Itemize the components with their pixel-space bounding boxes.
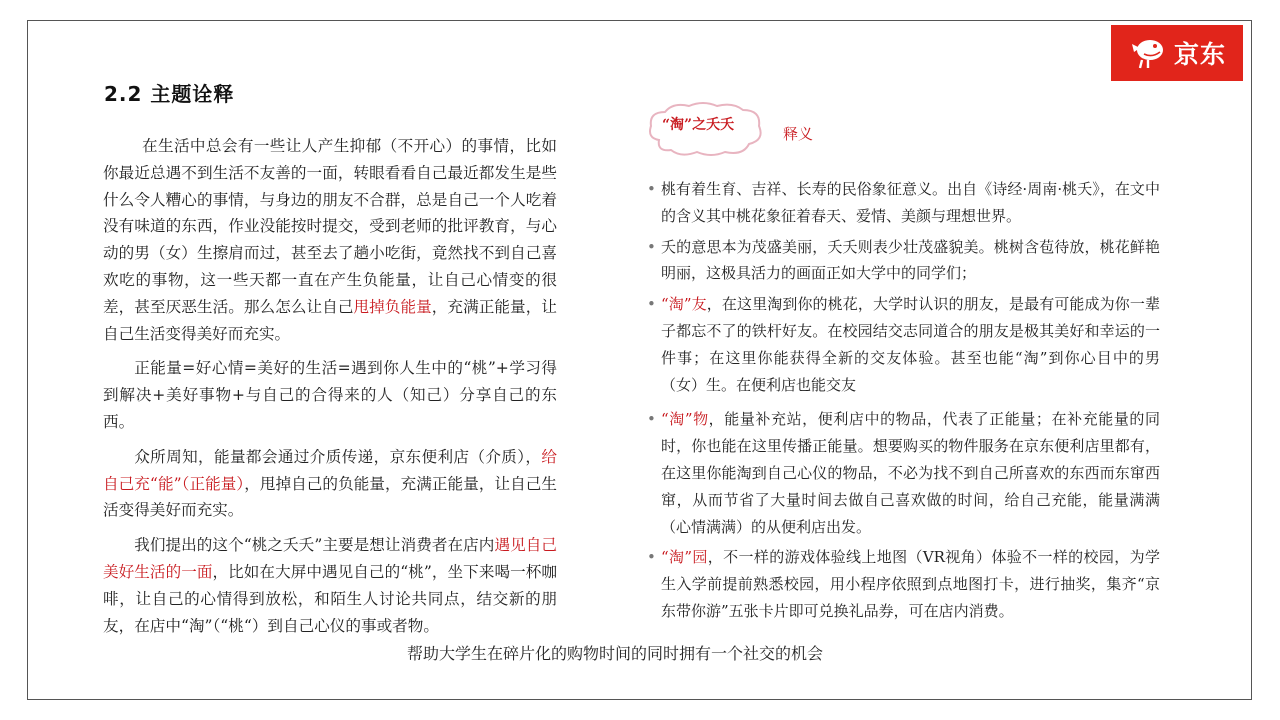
item-lead: “淘”园 bbox=[661, 548, 708, 567]
bullet-icon: • bbox=[647, 548, 656, 567]
jd-dog-icon bbox=[1128, 36, 1168, 70]
list-item bbox=[645, 176, 1160, 230]
list-item bbox=[645, 234, 1160, 288]
paragraph bbox=[103, 444, 557, 524]
text: ，不一样的游戏体验线上地图（VR视角）体验不一样的校园，为学生入学前提前熟悉校园，用小程序依照到点地图打卡，进行抽奖，集齐“京东带你游”五张卡片即可兑换礼品券，可在店内消费。 bbox=[661, 548, 1160, 620]
list-item bbox=[645, 406, 1160, 540]
definition-label: 释义 bbox=[783, 125, 814, 143]
list-item bbox=[645, 291, 1160, 398]
text: ，能量补充站，便利店中的物品，代表了正能量；在补充能量的同时，你也能在这里传播正能量。想要购买的物件服务在京东便利店里都有，在这里你能淘到自己心仪的物品，不必为找不到自己所喜欢的东西而东窜西窜，从而节省了大量时间去做自己喜欢做的时间，给自己充能，能量满满（心情满满）的从便利店出发。 bbox=[661, 410, 1160, 536]
right-column bbox=[645, 176, 1160, 629]
highlight: 甩掉负能量 bbox=[353, 297, 432, 316]
section-title: 2.2 主题诠释 bbox=[104, 82, 235, 106]
paragraph bbox=[103, 133, 557, 347]
bullet-icon: • bbox=[647, 295, 656, 314]
bullet-icon: • bbox=[647, 180, 656, 198]
text: ，比如在大屏中遇见自己的“桃”，坐下来喝一杯咖啡，让自己的心情得到放松，和陌生人讨论共同点，结交新的朋友，在店中“淘”（“桃“）到自己心仪的事或者物。 bbox=[103, 562, 557, 635]
highlight: 给自己充“能”（正能量） bbox=[103, 447, 557, 493]
item-lead: “淘”友 bbox=[661, 295, 707, 314]
text: ，甩掉自己的负能量，充满正能量，让自己生活变得美好而充实。 bbox=[103, 474, 557, 520]
logo-text: 京东 bbox=[1173, 40, 1226, 69]
text: 夭的意思本为茂盛美丽，夭夭则表少壮茂盛貌美。桃树含苞待放，桃花鲜艳明丽，这极具活力的画面正如大学中的同学们； bbox=[661, 237, 1160, 283]
text: 我们提出的这个“桃之夭夭”主要是想让消费者在店内 bbox=[134, 536, 495, 555]
text: ，在这里淘到你的桃花，大学时认识的朋友，是最有可能成为你一辈子都忘不了的铁杆好友。在校园结交志同道合的朋友是极其美好和幸运的一件事；在这里你能获得全新的交友体验。甚至也能“淘”到你心目中的男（女）生。在便利店也能交友 bbox=[661, 295, 1160, 394]
text: 正能量=好心情=美好的生活=遇到你人生中的“桃”+学习得到解决+美好事物+与自己的合得来的人（知己）分享自己的东西。 bbox=[103, 359, 557, 431]
list-item bbox=[645, 544, 1160, 624]
jd-logo bbox=[1111, 25, 1243, 81]
bullet-icon: • bbox=[647, 410, 656, 429]
item-lead: “淘”物 bbox=[661, 410, 709, 429]
text: 在生活中总会有一些让人产生抑郁（不开心）的事情，比如你最近总遇不到生活不友善的一面，转眼看看自己最近都发生是些什么令人糟心的事情，与身边的朋友不合群，总是自己一个人吃着没有味道的东西，作业没能按时提交，受到老师的批评教育，与心动的男（女）生擦肩而过，甚至去了趟小吃街，竟然找不到自己喜欢吃的事物，这一些天都一直在产生负能量，让自己心情变的很差，甚至厌恶生活。那么怎么让自己 bbox=[103, 137, 557, 316]
highlight: 遇见自己美好生活的一面 bbox=[103, 536, 557, 581]
paragraph bbox=[103, 355, 557, 435]
text: 桃有着生育、吉祥、长寿的民俗象征意义。出自《诗经·周南·桃夭》，在文中的含义其中桃花象征着春天、爱情、美颜与理想世界。 bbox=[661, 180, 1160, 225]
footer-caption: 帮助大学生在碎片化的购物时间的同时拥有一个社交的机会 bbox=[406, 644, 823, 663]
bullet-icon: • bbox=[647, 237, 656, 256]
cloud-label: “淘”之夭夭 bbox=[662, 117, 735, 133]
paragraph bbox=[103, 532, 557, 639]
text: ，充满正能量，让自己生活变得美好而充实。 bbox=[103, 297, 557, 343]
left-column bbox=[103, 133, 557, 647]
text: 众所周知，能量都会通过介质传递，京东便利店（介质）， bbox=[134, 447, 542, 466]
